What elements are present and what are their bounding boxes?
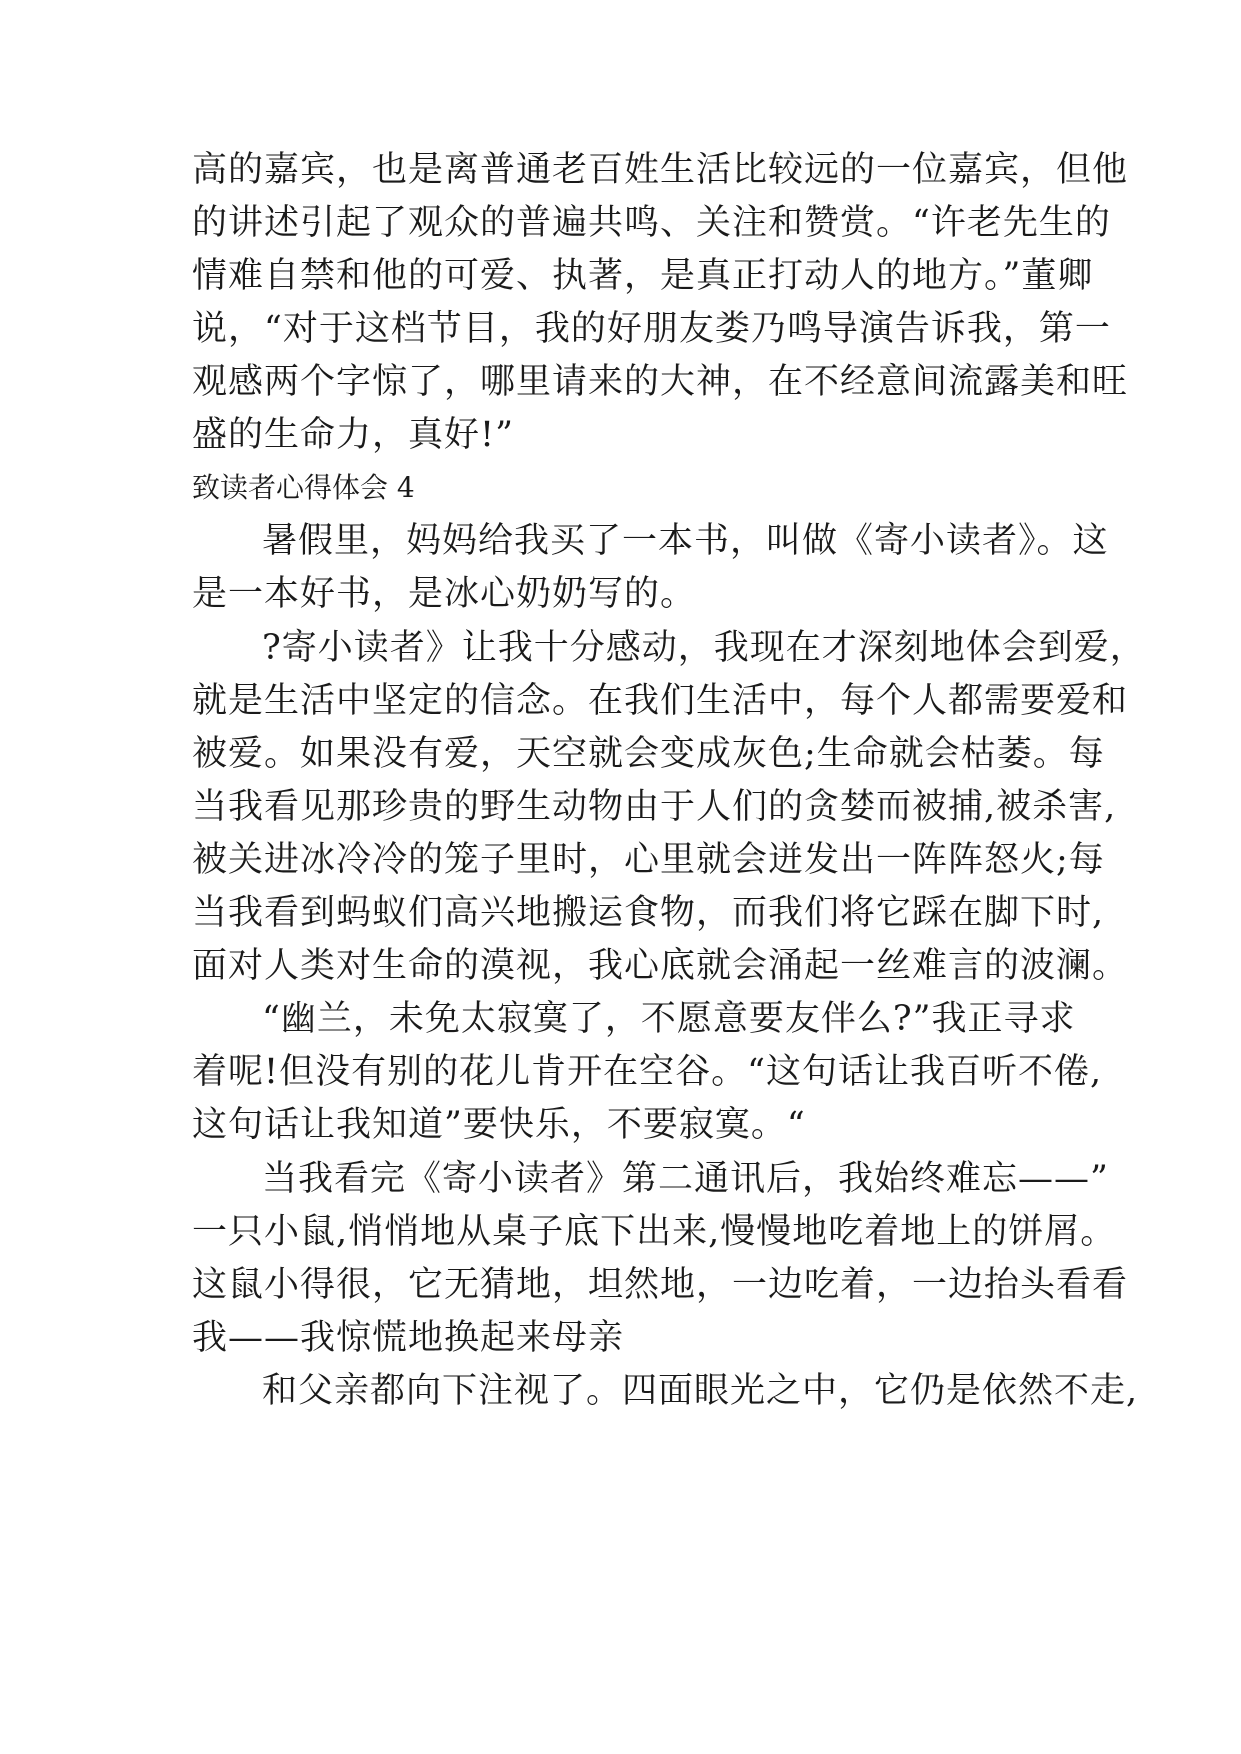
text-line: 面对人类对生命的漠视，我心底就会涌起一丝难言的波澜。 [192,946,1129,986]
text-line: 当我看到蚂蚁们高兴地搬运食物，而我们将它踩在脚下时, [192,893,1105,933]
text-line: 说，“对于这档节目，我的好朋友娄乃鸣导演告诉我，第一 [192,309,1111,349]
text-line: 当我看完《寄小读者》第二通讯后，我始终难忘——” [262,1159,1109,1199]
text-line: 暑假里，妈妈给我买了一本书，叫做《寄小读者》。这 [262,521,1109,561]
text-line: 观感两个字惊了，哪里请来的大神，在不经意间流露美和旺 [192,362,1129,402]
text-line: ?寄小读者》让我十分感动，我现在才深刻地体会到爱， [262,628,1146,668]
text-line: 情难自禁和他的可爱、执著，是真正打动人的地方。”董卿 [192,256,1094,296]
text-line: 被关进冰冷冷的笼子里时，心里就会迸发出一阵阵怒火;每 [192,840,1105,880]
text-line: 就是生活中坚定的信念。在我们生活中，每个人都需要爱和 [192,681,1129,721]
text-line: 一只小鼠,悄悄地从桌子底下出来,慢慢地吃着地上的饼屑。 [192,1212,1117,1252]
text-line: 我——我惊慌地换起来母亲 [192,1318,625,1358]
text-line: 着呢!但没有别的花儿肯开在空谷。“这句话让我百听不倦, [192,1052,1103,1092]
text-line: 这鼠小得很，它无猜地，坦然地，一边吃着，一边抬头看看 [192,1265,1129,1305]
section-heading: 致读者心得体会 4 [192,471,415,504]
text-line: “幽兰，未免太寂寞了，不愿意要友伴么?”我正寻求 [262,999,1076,1039]
text-line: 高的嘉宾，也是离普通老百姓生活比较远的一位嘉宾，但他 [192,150,1129,190]
text-line: 被爱。如果没有爱，天空就会变成灰色;生命就会枯萎。每 [192,734,1105,774]
text-line: 这句话让我知道”要快乐，不要寂寞。“ [192,1105,806,1145]
text-line: 当我看见那珍贵的野生动物由于人们的贪婪而被捕,被杀害, [192,787,1117,827]
text-line: 和父亲都向下注视了。四面眼光之中，它仍是依然不走, [262,1371,1139,1411]
text-line: 的讲述引起了观众的普遍共鸣、关注和赞赏。“许老先生的 [192,203,1111,243]
text-line: 盛的生命力，真好!” [192,415,514,455]
text-line: 是一本好书，是冰心奶奶写的。 [192,574,697,614]
